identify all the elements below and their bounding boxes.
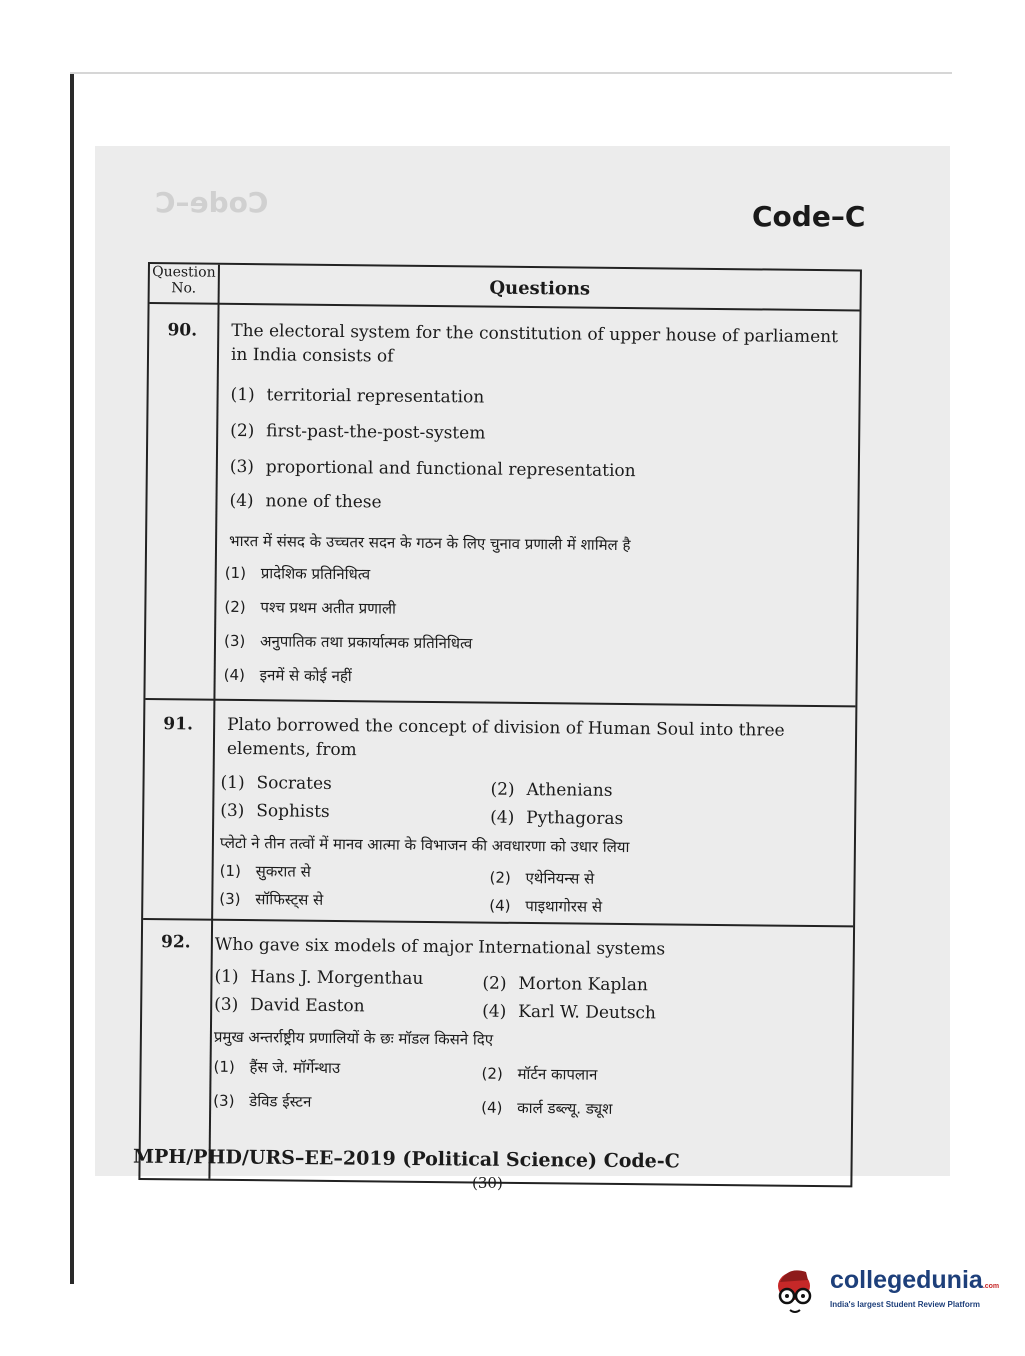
row-divider	[143, 918, 853, 927]
option-text: हैंस जे. मॉर्गेन्थाउ	[249, 1058, 341, 1078]
question-text-en: Who gave six models of major International systems	[214, 934, 666, 960]
option	[224, 665, 352, 686]
option-text: none of these	[265, 491, 382, 513]
option-number: (2)	[490, 779, 515, 800]
logo-tagline: India's largest Student Review Platform	[830, 1300, 980, 1309]
option-number: (4)	[481, 1098, 503, 1117]
option	[219, 889, 323, 910]
option	[490, 780, 612, 801]
question-text-en: The electoral system for the constitution of upper house of parliament in India consists of	[230, 320, 839, 367]
option-number: (1)	[224, 563, 247, 583]
option-number: (1)	[230, 384, 255, 406]
option	[224, 597, 396, 619]
option	[481, 1064, 597, 1085]
option-number: (2)	[489, 868, 511, 887]
option-text: Hans J. Morgenthau	[250, 967, 424, 989]
option	[225, 563, 371, 585]
option-text: Socrates	[256, 773, 332, 794]
page-number: (30)	[472, 1174, 503, 1192]
option	[220, 801, 330, 822]
logo-wordmark	[830, 1266, 999, 1295]
row-divider	[145, 698, 855, 707]
option-text: पाइथागोरस से	[525, 896, 603, 916]
option-text: सॉफिस्ट्स से	[255, 890, 324, 909]
logo-suffix: .com	[982, 1283, 1000, 1290]
option	[230, 421, 485, 444]
logo-name: collegedunia	[830, 1266, 983, 1294]
option	[481, 1098, 612, 1119]
option-text: Morton Kaplan	[518, 973, 648, 996]
option-number: (1)	[213, 1057, 235, 1076]
option-number: (4)	[490, 807, 515, 828]
option-number: (4)	[223, 665, 246, 685]
option-number: (4)	[489, 896, 511, 915]
bleed-through-code: Code–C	[155, 186, 269, 219]
option-text: Sophists	[256, 801, 330, 822]
table-header	[150, 264, 860, 311]
option	[482, 974, 648, 996]
header-questions: Questions	[489, 277, 591, 300]
option	[482, 1002, 656, 1024]
option	[230, 457, 636, 481]
option-text: एथेनियन्स से	[525, 868, 595, 888]
option-text: पश्च प्रथम अतीत प्रणाली	[260, 598, 397, 618]
question-number: 92.	[160, 932, 191, 953]
option-text: प्रादेशिक प्रतिनिधित्व	[260, 564, 371, 584]
code-label: Code–C	[752, 200, 866, 233]
question-number: 90.	[167, 320, 198, 341]
option	[490, 808, 623, 829]
option-number: (1)	[220, 772, 245, 794]
option-text: Athenians	[526, 779, 613, 801]
option	[220, 773, 331, 794]
option-text: proportional and functional representation	[265, 457, 636, 482]
option-number: (4)	[482, 1001, 507, 1022]
option-text: David Easton	[250, 995, 365, 1017]
option-number: (1)	[219, 861, 241, 881]
question-text-en: Plato borrowed the concept of division of Human Soul into three elements, from	[226, 714, 785, 761]
option-number: (2)	[481, 1064, 503, 1083]
option-text: डेविड ईस्टन	[249, 1092, 312, 1111]
option	[220, 861, 311, 882]
option-number: (3)	[213, 1091, 235, 1110]
option-number: (2)	[482, 973, 507, 994]
scan-top-edge	[70, 72, 952, 74]
footer-title: MPH/PHD/URS–EE–2019 (Political Science) Code-C	[132, 1145, 680, 1173]
question-text-hi: भारत में संसद के उच्चतर सदन के गठन के लिए चुनाव प्रणाली में शामिल है	[228, 531, 631, 555]
option	[231, 385, 485, 408]
option-text: अनुपातिक तथा प्रकार्यात्मक प्रतिनिधित्व	[259, 632, 473, 653]
option-number: (3)	[214, 994, 239, 1015]
mascot-icon	[768, 1262, 826, 1320]
option-number: (3)	[229, 456, 255, 478]
question-number: 91.	[163, 714, 194, 735]
option-number: (4)	[229, 490, 254, 512]
option	[214, 995, 365, 1017]
option-text: मॉर्टन कापलान	[517, 1064, 598, 1084]
question-text-hi: प्रमुख अन्तर्राष्ट्रीय प्रणालियों के छः मॉडल किसने दिए	[213, 1027, 494, 1049]
option-number: (3)	[223, 631, 246, 651]
option-text: Karl W. Deutsch	[518, 1001, 657, 1024]
option	[213, 1091, 311, 1112]
questions-table	[138, 262, 862, 1187]
option	[489, 868, 594, 889]
scan-left-edge	[70, 72, 74, 1284]
option-text: इनमें से कोई नहीं	[259, 666, 352, 686]
question-text-hi: प्लेटो ने तीन तत्वों में मानव आत्मा के विभाजन की अवधारणा को उधार लिया	[219, 833, 630, 857]
option-number: (2)	[224, 597, 246, 617]
option-text: first-past-the-post-system	[266, 421, 486, 444]
option	[229, 491, 381, 513]
option-text: territorial representation	[266, 385, 485, 408]
option	[213, 1057, 340, 1078]
option-number: (3)	[220, 800, 245, 822]
header-question-no: Question No.	[152, 264, 216, 297]
option-text: कार्ल डब्ल्यू. ड्यूश	[517, 1098, 613, 1118]
option-number: (2)	[230, 420, 255, 442]
option-number: (3)	[219, 889, 241, 909]
option	[214, 967, 423, 989]
option-text: सुकरात से	[255, 862, 311, 881]
collegedunia-logo	[768, 1262, 1000, 1322]
option	[489, 896, 602, 917]
option	[224, 631, 473, 654]
option-number: (1)	[214, 966, 239, 987]
option-text: Pythagoras	[526, 807, 624, 830]
